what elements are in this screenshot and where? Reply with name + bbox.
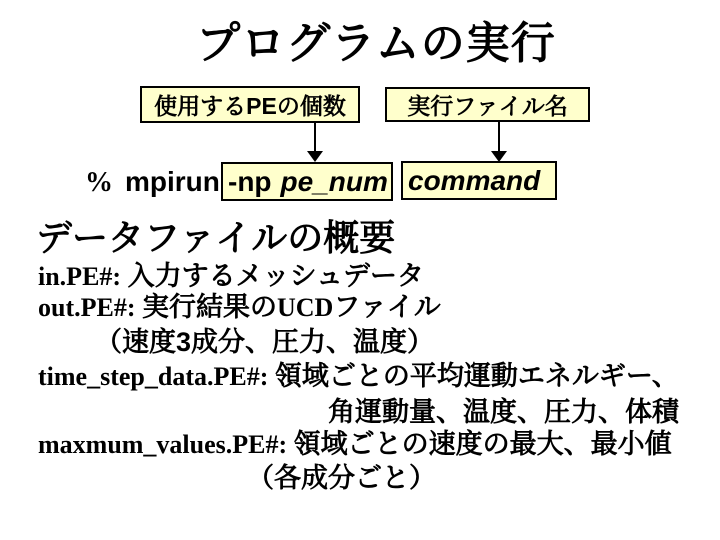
file-line-out-detail [95,327,434,358]
arrow-line-exec [498,122,500,152]
arrow-down-icon [307,151,323,162]
file-line-maxmum-values [38,429,672,460]
command-prefix [85,165,220,200]
file-description: 角運動量、温度、圧力、体積 [328,397,679,427]
command-box-command [401,161,557,200]
callout-pe-count [140,86,360,123]
callout-exec-file-label: 実行ファイル名 [407,93,568,119]
file-description-latin: UCD [277,293,334,322]
file-description: 実行結果の [142,292,277,322]
file-description: ファイル [333,292,441,322]
command-arg: command [408,164,541,196]
file-line-time-step-cont [328,397,679,428]
file-description: （速度3成分、圧力、温度） [95,327,435,357]
section-heading: データファイルの概要 [36,217,396,258]
file-name: maxmum_values.PE#: [38,430,294,459]
file-description: 領域ごとの速度の最大、最小値 [293,429,672,459]
file-description: （各成分ごと） [247,463,436,493]
shell-prompt: % [85,167,113,198]
file-name: out.PE#: [38,293,142,322]
arrow-line-pe [314,123,316,152]
file-line-maxmum-detail [247,463,436,494]
file-name: time_step_data.PE#: [38,362,275,391]
file-line-out [38,292,441,323]
callout-pe-count-label: 使用するPEの個数 [154,93,346,119]
file-line-time-step [38,361,679,392]
file-name: in.PE#: [38,262,128,291]
file-line-in [38,261,424,292]
slide-title: プログラムの実行 [196,19,556,68]
file-description: 領域ごとの平均運動エネルギー、 [274,361,679,391]
file-description: 入力するメッシュデータ [127,261,425,291]
command-box-np [221,162,393,201]
mpirun-program: mpirun [125,166,220,197]
np-flag: -np [228,165,272,197]
callout-exec-file [385,87,590,122]
np-value: pe_num [280,165,388,197]
